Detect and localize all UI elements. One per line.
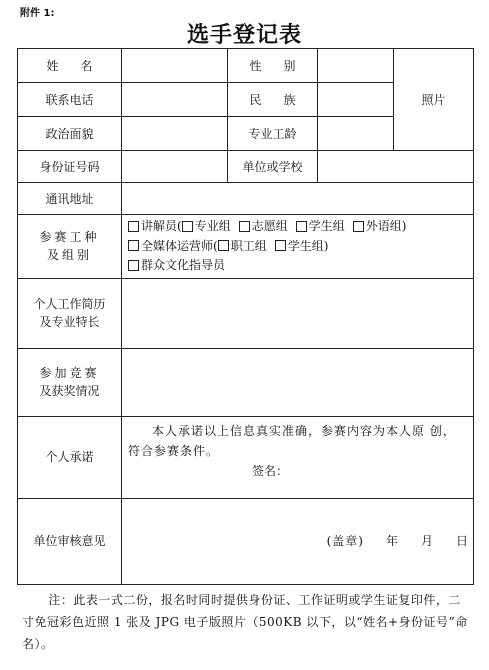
label-gender-part2: 别 bbox=[283, 58, 296, 73]
input-seniority[interactable] bbox=[318, 117, 394, 151]
option-guide[interactable] bbox=[128, 217, 182, 235]
checkbox-icon[interactable] bbox=[218, 240, 229, 251]
input-name[interactable] bbox=[122, 49, 228, 83]
review-cell[interactable] bbox=[122, 498, 474, 584]
input-id-number[interactable] bbox=[122, 151, 228, 183]
label-category-line2: 及组别 bbox=[46, 248, 92, 263]
label-awards-line1: 参加竞赛 bbox=[39, 366, 100, 380]
label-gender bbox=[228, 49, 318, 83]
input-political[interactable] bbox=[122, 117, 228, 151]
label-awards-line2: 及获奖情况 bbox=[39, 384, 100, 398]
row-review bbox=[18, 498, 474, 584]
form-title: 选手登记表 bbox=[186, 23, 302, 48]
stamp-month: 月 bbox=[420, 534, 434, 548]
label-pledge: 个人承诺 bbox=[18, 416, 122, 498]
option-culture-instructor-label: 群众文化指导员 bbox=[141, 258, 226, 272]
option-media-student-label: 学生组) bbox=[287, 238, 329, 253]
label-resume-line1: 个人工作简历 bbox=[33, 297, 106, 311]
option-media-staff-label: 职工组 bbox=[230, 238, 267, 253]
label-ethnicity bbox=[228, 83, 318, 117]
label-phone: 联系电话 bbox=[18, 83, 122, 117]
label-gender-part1: 性 bbox=[249, 58, 262, 73]
option-guide-student[interactable] bbox=[296, 217, 345, 235]
label-name-part2: 名 bbox=[80, 58, 93, 73]
option-guide-professional-label: 专业组 bbox=[194, 219, 231, 233]
input-gender[interactable] bbox=[318, 49, 394, 83]
input-ethnicity[interactable] bbox=[318, 83, 394, 117]
label-name bbox=[18, 49, 122, 83]
label-resume-line2: 及专业特长 bbox=[39, 315, 100, 329]
row-awards bbox=[18, 348, 474, 416]
input-address[interactable] bbox=[122, 183, 474, 215]
row-id-employer bbox=[18, 151, 474, 183]
label-awards bbox=[18, 348, 122, 416]
stamp-day: 日 bbox=[455, 534, 469, 548]
checkbox-icon[interactable] bbox=[353, 221, 364, 232]
label-category bbox=[18, 215, 122, 279]
option-media-student[interactable] bbox=[275, 237, 329, 255]
attachment-label: 附件 1: bbox=[20, 8, 55, 19]
label-address: 通讯地址 bbox=[18, 183, 122, 215]
row-pledge bbox=[18, 416, 474, 498]
option-media[interactable] bbox=[128, 237, 218, 255]
label-employer: 单位或学校 bbox=[228, 151, 318, 183]
option-culture-instructor[interactable] bbox=[128, 256, 225, 274]
signature-label[interactable]: 签名： bbox=[252, 464, 289, 479]
input-employer[interactable] bbox=[318, 151, 474, 183]
option-media-label: 全媒体运营师( bbox=[141, 238, 218, 253]
category-options bbox=[122, 215, 474, 279]
option-guide-volunteer[interactable] bbox=[239, 217, 288, 235]
registration-form bbox=[17, 48, 474, 585]
checkbox-icon[interactable] bbox=[128, 240, 139, 251]
checkbox-icon[interactable] bbox=[239, 221, 250, 232]
input-awards[interactable] bbox=[122, 348, 474, 416]
label-ethnicity-part1: 民 bbox=[249, 92, 262, 107]
photo-label: 照片 bbox=[421, 92, 446, 107]
input-resume[interactable] bbox=[122, 278, 474, 348]
row-category bbox=[18, 215, 474, 279]
option-guide-foreign[interactable] bbox=[353, 217, 407, 235]
option-guide-professional[interactable] bbox=[182, 217, 231, 235]
checkbox-icon[interactable] bbox=[275, 240, 286, 251]
label-id-number: 身份证号码 bbox=[18, 151, 122, 183]
stamp-year: 年 bbox=[385, 534, 399, 548]
options-row-media bbox=[128, 237, 467, 257]
label-resume bbox=[18, 278, 122, 348]
option-guide-label: 讲解员( bbox=[141, 219, 182, 233]
row-address bbox=[18, 183, 474, 215]
row-resume bbox=[18, 278, 474, 348]
label-review: 单位审核意见 bbox=[18, 498, 122, 584]
options-row-culture bbox=[128, 256, 467, 276]
input-phone[interactable] bbox=[122, 83, 228, 117]
option-media-staff[interactable] bbox=[218, 237, 267, 255]
label-political: 政治面貌 bbox=[18, 117, 122, 151]
option-guide-student-label: 学生组 bbox=[308, 219, 345, 233]
checkbox-icon[interactable] bbox=[296, 221, 307, 232]
checkbox-icon[interactable] bbox=[128, 260, 139, 271]
checkbox-icon[interactable] bbox=[128, 221, 139, 232]
label-ethnicity-part2: 族 bbox=[283, 92, 296, 107]
pledge-cell bbox=[122, 416, 474, 498]
options-row-guide bbox=[128, 217, 467, 237]
checkbox-icon[interactable] bbox=[182, 221, 193, 232]
label-name-part1: 姓 bbox=[46, 58, 59, 73]
row-name-gender bbox=[18, 49, 474, 83]
label-seniority: 专业工龄 bbox=[228, 117, 318, 151]
footnote: 注：此表一式二份，报名时同时提供身份证、工作证明或学生证复印件，二寸免冠彩色近照 1 张及 JPG 电子版照片（500KB 以下，以“姓名+身份证号”命名）。 bbox=[22, 593, 468, 652]
label-category-line1: 参赛工种 bbox=[39, 230, 100, 245]
option-guide-volunteer-label: 志愿组 bbox=[251, 219, 288, 233]
stamp-seal: (盖章) bbox=[326, 534, 364, 548]
option-guide-foreign-label: 外语组) bbox=[365, 219, 407, 233]
pledge-text: 本人承诺以上信息真实准确，参赛内容为本人原 创，符合参赛条件。 bbox=[128, 423, 456, 458]
photo-cell[interactable] bbox=[394, 49, 474, 151]
